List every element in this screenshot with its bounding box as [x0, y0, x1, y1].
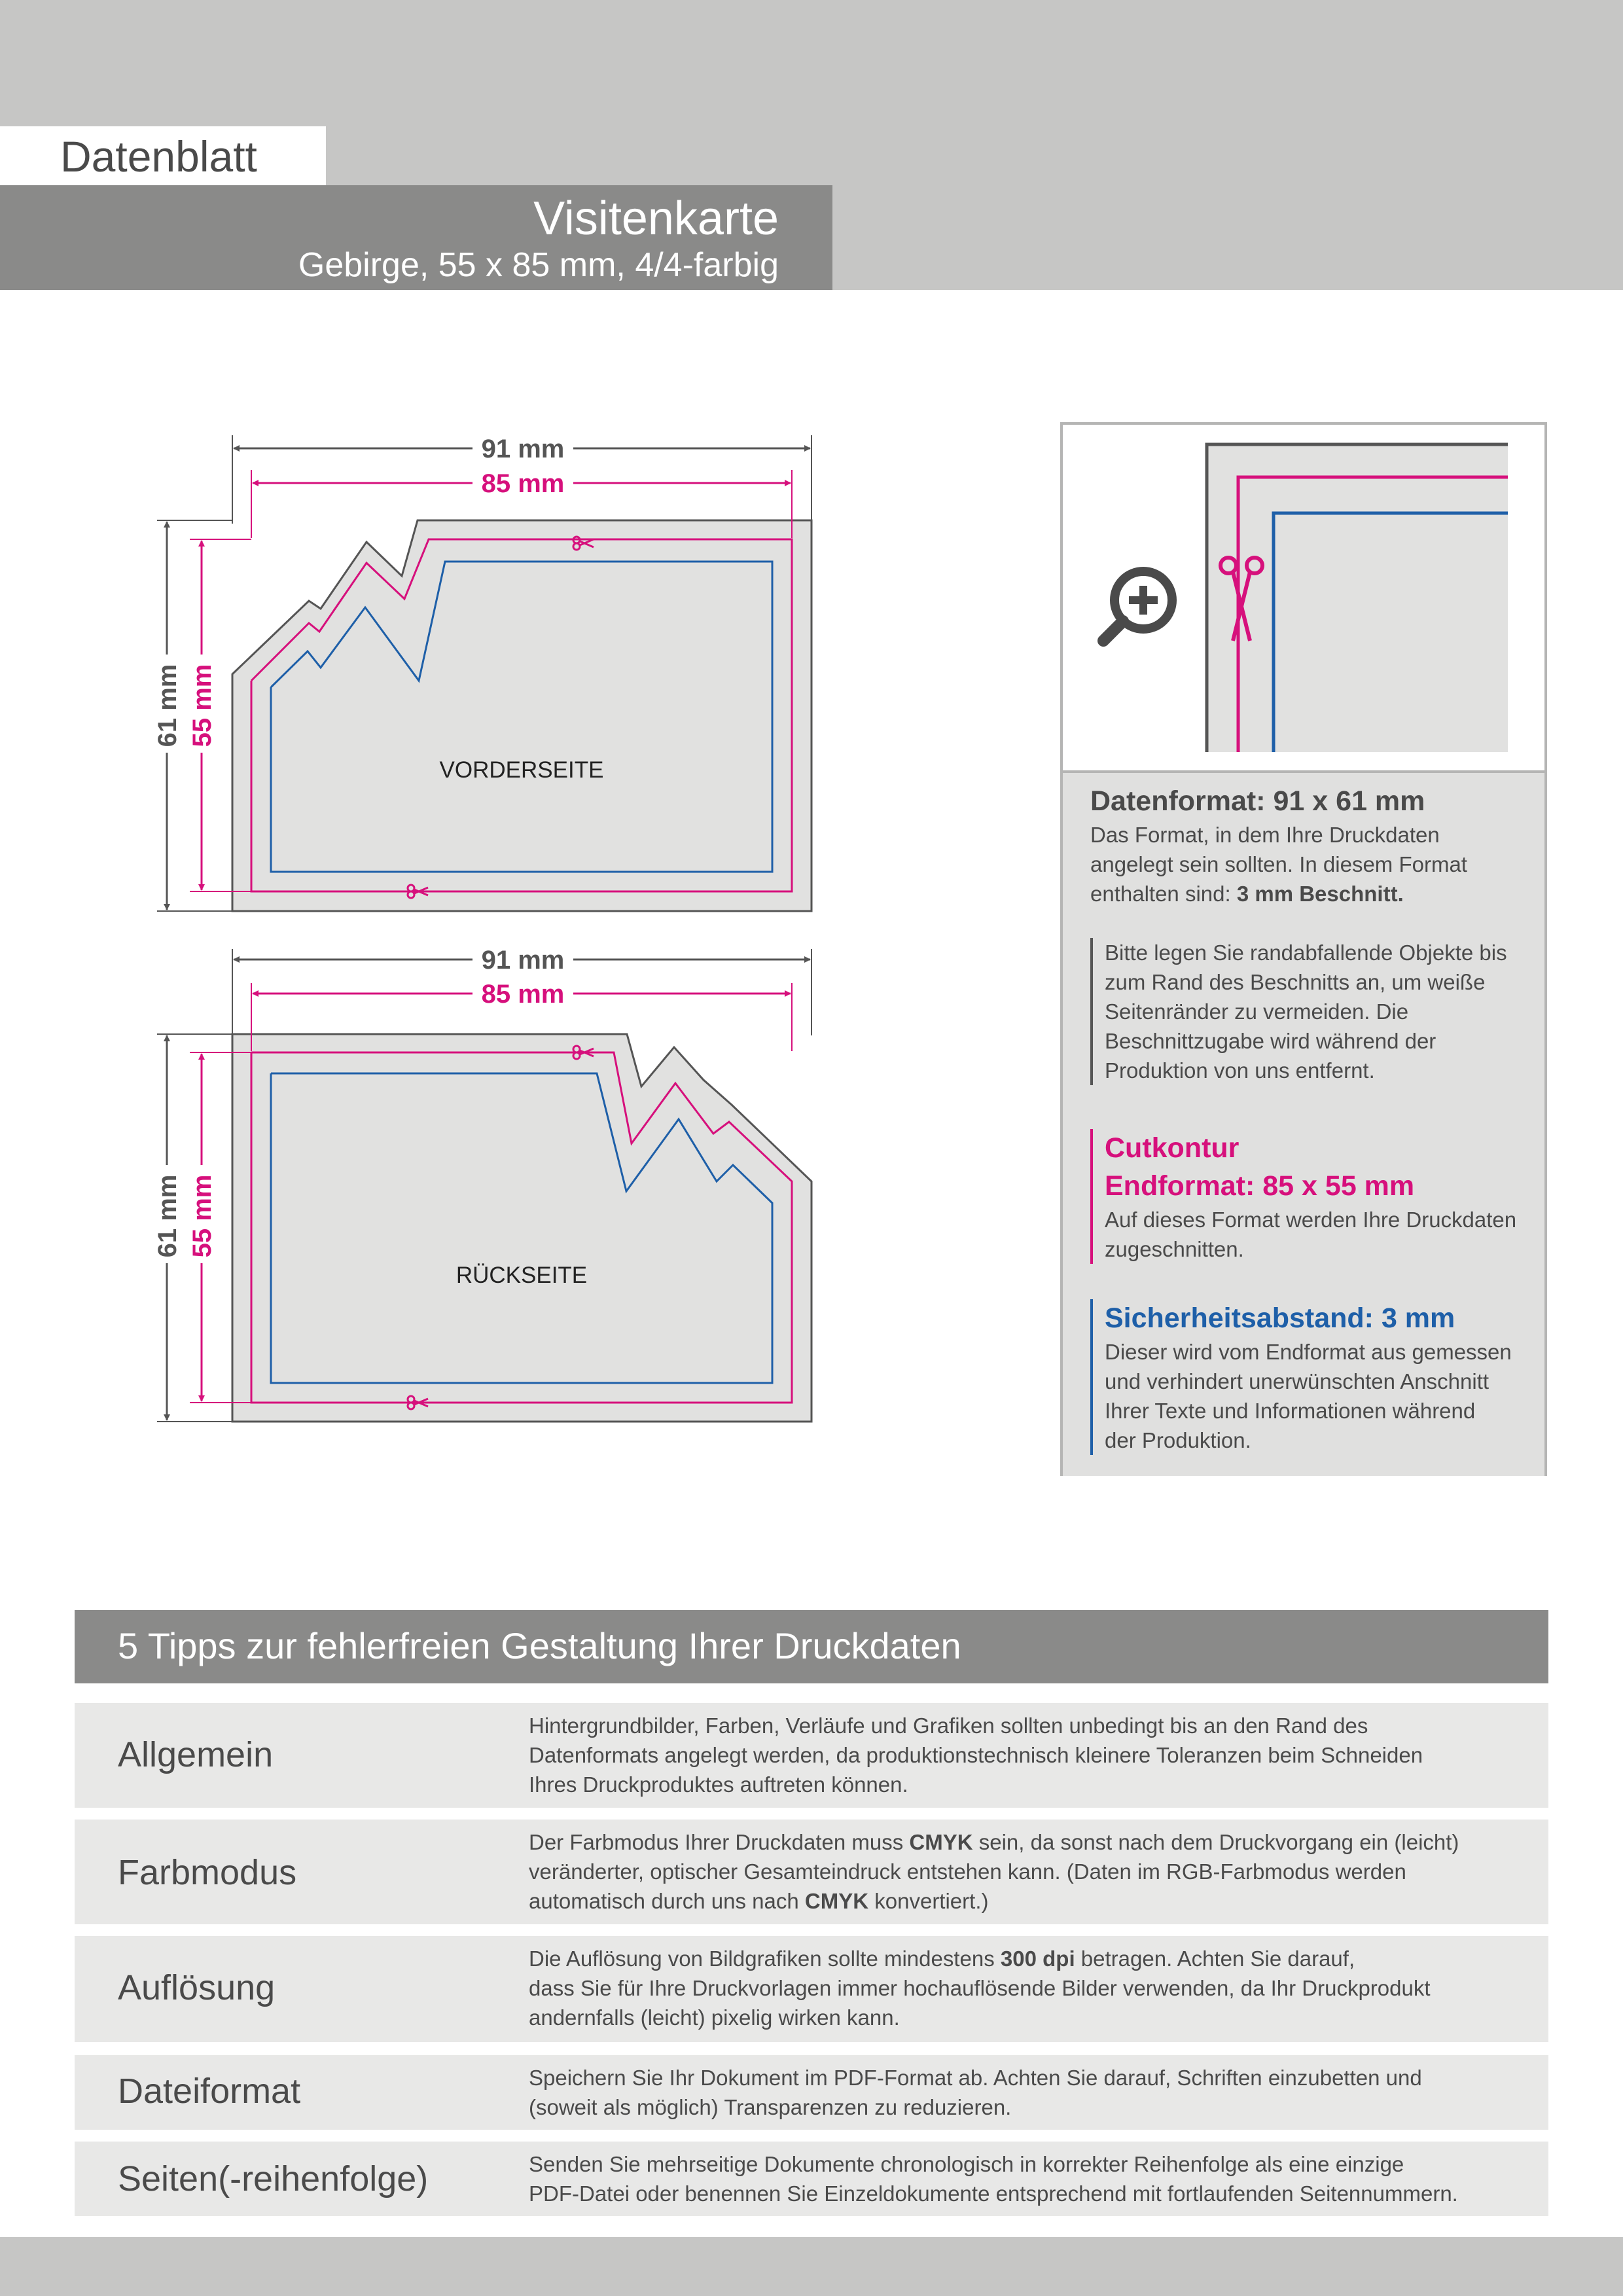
back-height-label: 61 mm	[153, 1174, 182, 1258]
tip-text: Hintergrundbilder, Farben, Verläufe und Grafiken sollten unbedingt bis an den Rand des Datenformats angelegt werden, da produktionstechnisch kleinere Toleranzen beim Schneiden Ihres Druckproduktes auftreten können.	[529, 1713, 1423, 1797]
page-title: Visitenkarte	[533, 192, 779, 245]
corner-detail	[1063, 425, 1544, 770]
tip-row-color-mode	[75, 1820, 1548, 1924]
front-width-label: 91 mm	[481, 435, 565, 463]
page-subtitle: Gebirge, 55 x 85 mm, 4/4-farbig	[298, 246, 779, 284]
info-body	[1063, 770, 1544, 1476]
back-trim-width-label: 85 mm	[481, 980, 565, 1009]
front-side-label: VORDERSEITE	[439, 757, 604, 783]
card-diagrams	[0, 290, 916, 1468]
data-format-block	[1090, 782, 1525, 908]
cut-contour-text: Auf dieses Format werden Ihre Druckdaten zugeschnitten.	[1105, 1208, 1517, 1261]
bleed-note-text: Bitte legen Sie randabfallende Objekte bis zum Rand des Beschnitts an, um weiße Seitenränder zu vermeiden. Die Beschnittzugabe wird während der Produktion von uns entfernt.	[1105, 941, 1507, 1083]
tip-row-pages	[75, 2142, 1548, 2216]
tip-label: Auflösung	[118, 1968, 276, 2007]
front-card	[153, 435, 812, 911]
tip-row-general	[75, 1703, 1548, 1808]
tip-text: Senden Sie mehrseitige Dokumente chronologisch in korrekter Reihenfolge als eine einzige PDF-Datei oder benennen Sie Einzeldokumente entsprechend mit fortlaufenden Seitennummern.	[529, 2152, 1458, 2206]
zoom-in-icon	[1103, 571, 1172, 641]
end-format-title: Endformat: 85 x 55 mm	[1105, 1170, 1415, 1202]
datenblatt-tab	[0, 126, 326, 185]
cut-contour-block	[1090, 1129, 1525, 1264]
tip-text: Die Auflösung von Bildgrafiken sollte mindestens 300 dpi betragen. Achten Sie darauf, dass Sie für Ihre Druckvorlagen immer hochauflösende Bilder verwenden, da Ihr Druckprodukt andernfalls (leicht) pixelig wirken kann.	[529, 1946, 1431, 2030]
front-trim-height-label: 55 mm	[188, 664, 217, 747]
tip-row-resolution	[75, 1936, 1548, 2042]
front-height-label: 61 mm	[153, 664, 182, 747]
safety-margin-text: Dieser wird vom Endformat aus gemessen und verhindert unerwünschten Anschnitt Ihrer Texte und Informationen während der Produktion.	[1105, 1340, 1512, 1452]
info-panel	[1060, 422, 1547, 1476]
back-trim-height-label: 55 mm	[188, 1174, 217, 1258]
front-trim-width-label: 85 mm	[481, 469, 565, 498]
safety-margin-block	[1090, 1299, 1525, 1455]
back-bleed-area	[232, 1034, 812, 1422]
tip-label: Farbmodus	[118, 1853, 297, 1892]
tips-title: 5 Tipps zur fehlerfreien Gestaltung Ihrer Druckdaten	[118, 1625, 961, 1666]
cut-contour-title: Cutkontur	[1105, 1132, 1240, 1164]
footer-band	[0, 2237, 1623, 2296]
datenblatt-label: Datenblatt	[60, 132, 257, 181]
bleed-note-block	[1090, 938, 1525, 1085]
front-bleed-area	[232, 520, 812, 911]
tip-text: Der Farbmodus Ihrer Druckdaten muss CMYK sein, da sonst nach dem Druckvorgang ein (leicht) veränderter, optischer Gesamteindruck entstehen kann. (Daten im RGB-Farbmodus werden automatisch durch uns nach CMYK konvertiert.)	[529, 1830, 1459, 1913]
tip-text: Speichern Sie Ihr Dokument im PDF-Format ab. Achten Sie darauf, Schriften einzubetten und (soweit als möglich) Transparenzen zu reduzieren.	[529, 2066, 1422, 2119]
data-format-title: Datenformat: 91 x 61 mm	[1090, 785, 1425, 817]
tips-header	[75, 1610, 1548, 1683]
back-card	[153, 946, 812, 1422]
tip-label: Seiten(-reihenfolge)	[118, 2159, 429, 2198]
back-width-label: 91 mm	[481, 946, 565, 975]
tip-row-file-format	[75, 2055, 1548, 2130]
safety-margin-title: Sicherheitsabstand: 3 mm	[1105, 1302, 1455, 1334]
title-box	[0, 185, 832, 290]
data-format-text: Das Format, in dem Ihre Druckdaten angelegt sein sollten. In diesem Format enthalten sind: 3 mm Beschnitt.	[1090, 823, 1467, 906]
tip-label: Allgemein	[118, 1735, 274, 1774]
tip-label: Dateiformat	[118, 2072, 301, 2111]
back-side-label: RÜCKSEITE	[455, 1263, 588, 1288]
